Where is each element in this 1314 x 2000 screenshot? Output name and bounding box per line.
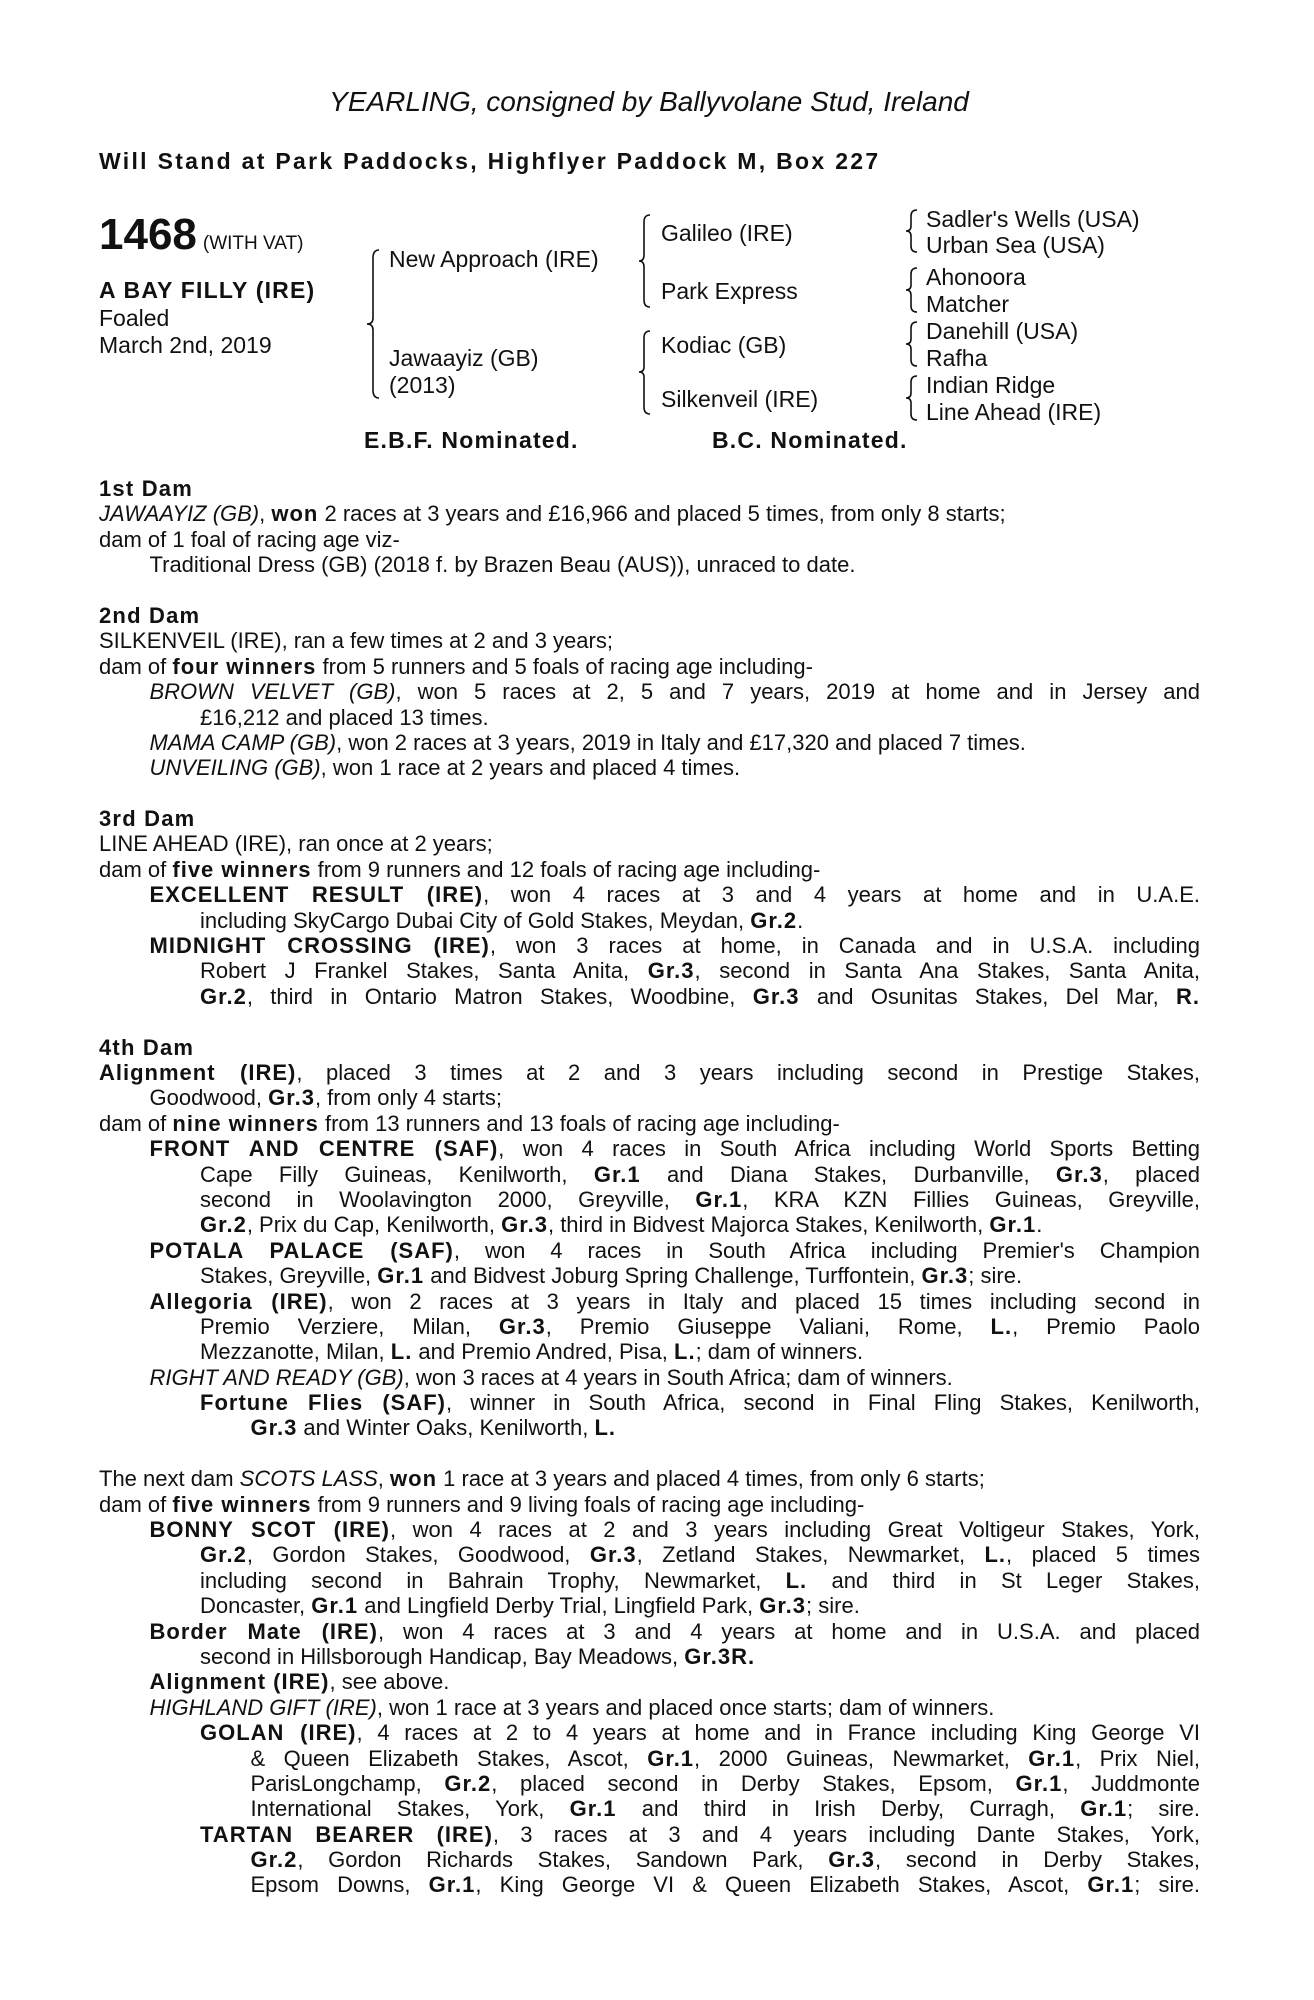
text: ; sire.: [1127, 1796, 1200, 1822]
dam: Jawaayiz (GB): [389, 345, 539, 371]
text: , Premio Giuseppe Valiani, Rome,: [545, 1313, 991, 1339]
text: and Osunitas Stakes, Del Mar,: [799, 983, 1176, 1009]
gen3-ancestor: Sadler's Wells (USA): [926, 206, 1140, 232]
bold-text: Border Mate (IRE): [149, 1618, 378, 1644]
text: 1 race at 3 years and placed 4 times, from only 6 starts;: [437, 1466, 985, 1492]
record-line: [0, 1060, 1200, 1085]
record-line: [0, 1695, 1200, 1720]
text: and Diana Stakes, Durbanville,: [640, 1161, 1056, 1187]
bold-text: five winners: [172, 856, 312, 882]
text: , second in Derby Stakes,: [875, 1847, 1200, 1873]
record-line: [0, 933, 1200, 958]
vat-note: (WITH VAT): [202, 233, 304, 254]
bold-text: Gr.3: [589, 1542, 637, 1568]
bold-text: Gr.2: [750, 907, 798, 933]
text: Cape Filly Guineas, Kenilworth,: [200, 1161, 594, 1187]
bold-text: Gr.3: [268, 1085, 315, 1111]
dam-sire: Kodiac (GB): [661, 332, 787, 358]
bold-text: Gr.1: [647, 1745, 695, 1771]
text: , placed: [1102, 1161, 1200, 1187]
section-gap: [0, 578, 1314, 603]
bracket-sire-dam: [367, 250, 379, 398]
text: and third in St Leger Stakes,: [807, 1567, 1200, 1593]
text: from 9 runners and 12 foals of racing age including-: [311, 856, 821, 882]
text: , won 5 races at 2, 5 and 7 years, 2019 at home and in Jersey and: [395, 679, 1200, 705]
record-line: [0, 857, 1200, 882]
bold-text: L.: [390, 1339, 413, 1365]
dam-year: (2013): [389, 372, 456, 398]
bold-text: Fortune Flies (SAF): [200, 1390, 446, 1416]
italic-text: BROWN VELVET (GB): [149, 679, 396, 705]
bracket-park-express: [906, 268, 917, 312]
text: , placed second in Derby Stakes, Epsom,: [491, 1770, 1016, 1796]
italic-text: MAMA CAMP (GB): [149, 729, 337, 755]
section-gap: [0, 1441, 1314, 1466]
bold-text: Gr.3: [250, 1415, 298, 1441]
text: second in Hillsborough Handicap, Bay Meadows,: [200, 1643, 685, 1669]
bold-text: five winners: [172, 1491, 312, 1517]
bold-text: Gr.2: [200, 983, 247, 1009]
record-line: [0, 1542, 1200, 1567]
text: .: [797, 907, 804, 933]
horse-name: A BAY FILLY (IRE): [99, 277, 316, 303]
record-line: [0, 552, 1200, 577]
text: including SkyCargo Dubai City of Gold Stakes, Meydan,: [200, 907, 751, 933]
text: dam of: [99, 1491, 173, 1517]
record-line: [0, 1872, 1200, 1897]
text: dam of: [99, 1110, 173, 1136]
text: , Juddmonte: [1062, 1770, 1200, 1796]
bold-text: Gr.1: [1087, 1872, 1135, 1898]
sire: New Approach (IRE): [389, 246, 599, 272]
record-line: [0, 1619, 1200, 1644]
record-line: [0, 679, 1200, 704]
record-line: [0, 908, 1200, 933]
text: ; sire.: [1134, 1872, 1201, 1898]
text: ,: [377, 1466, 391, 1492]
bold-text: MIDNIGHT CROSSING (IRE): [149, 933, 490, 959]
bold-text: POTALA PALACE (SAF): [149, 1237, 454, 1263]
record-line: [0, 1365, 1200, 1390]
text: , won 4 races at 2 and 3 years including Great Voltigeur Stakes, York,: [389, 1517, 1201, 1543]
text: , 3 races at 3 and 4 years including Dante Stakes, York,: [492, 1821, 1200, 1847]
text: Doncaster,: [200, 1593, 312, 1619]
record-line: [0, 1136, 1200, 1161]
bold-text: L.: [984, 1542, 1007, 1568]
record-line: [0, 1390, 1200, 1415]
bold-text: Gr.1: [1080, 1796, 1128, 1822]
text: dam of: [99, 856, 173, 882]
record-line: [0, 882, 1200, 907]
section-heading: 4th Dam: [99, 1034, 195, 1060]
bold-text: R.: [1176, 983, 1200, 1009]
text: from 9 runners and 9 living foals of racing age including-: [311, 1491, 865, 1517]
record-line: [0, 1517, 1200, 1542]
text: International Stakes, York,: [250, 1796, 570, 1822]
text: and third in Irish Derby, Curragh,: [616, 1796, 1081, 1822]
record-line: [0, 1492, 1200, 1517]
record-line: [0, 1111, 1200, 1136]
text: , won 3 races at 4 years in South Africa; dam of winners.: [403, 1364, 953, 1390]
text: , Zetland Stakes, Newmarket,: [636, 1542, 985, 1568]
bold-text: Gr.1: [989, 1212, 1037, 1238]
text: ,: [259, 501, 272, 527]
record-line: [0, 1162, 1200, 1187]
text: Goodwood,: [149, 1085, 269, 1111]
bold-text: four winners: [172, 653, 317, 679]
italic-text: JAWAAYIZ (GB): [99, 501, 260, 527]
text: LINE AHEAD (IRE), ran once at 2 years;: [99, 831, 493, 857]
bracket-sire-parents: [639, 215, 650, 307]
record-line: [0, 1314, 1200, 1339]
record-line: [0, 984, 1200, 1009]
record-line: [0, 1568, 1200, 1593]
italic-text: HIGHLAND GIFT (IRE): [149, 1694, 377, 1720]
text: , won 2 races at 3 years in Italy and placed 15 times including second in: [327, 1288, 1200, 1314]
text: , second in Santa Ana Stakes, Santa Anita,: [694, 958, 1200, 984]
text: Traditional Dress (GB) (2018 f. by Brazen Beau (AUS)), unraced to date.: [149, 552, 856, 578]
text: ParisLongchamp,: [250, 1770, 445, 1796]
record-line: [0, 1746, 1200, 1771]
bold-text: Gr.2: [444, 1770, 492, 1796]
bold-text: Allegoria (IRE): [149, 1288, 328, 1314]
bold-text: Gr.3R.: [684, 1643, 756, 1669]
text: second in Woolavington 2000, Greyville,: [200, 1186, 696, 1212]
bold-text: Gr.3: [759, 1593, 807, 1619]
bold-text: Gr.3: [647, 958, 695, 984]
sire-dam: Park Express: [661, 278, 798, 304]
text: , won 4 races in South Africa including Premier's Champion: [453, 1237, 1201, 1263]
section-gap: [0, 781, 1314, 806]
text: , Gordon Stakes, Goodwood,: [246, 1542, 590, 1568]
text: & Queen Elizabeth Stakes, Ascot,: [250, 1745, 648, 1771]
bracket-silkenveil: [906, 376, 917, 420]
catalogue-title: YEARLING, consigned by Ballyvolane Stud, Ireland: [329, 86, 969, 117]
gen3-ancestor: Urban Sea (USA): [926, 232, 1105, 258]
record-line: [0, 1720, 1200, 1745]
text: , Prix Niel,: [1075, 1745, 1200, 1771]
bracket-dam-parents: [639, 331, 650, 414]
text: , placed 5 times: [1006, 1542, 1200, 1568]
record-line: [0, 1187, 1200, 1212]
text: dam of: [99, 653, 173, 679]
text: dam of 1 foal of racing age viz-: [99, 526, 400, 552]
text: , won 4 races at 3 and 4 years at home and in U.A.E.: [483, 882, 1200, 908]
text: , Gordon Richards Stakes, Sandown Park,: [297, 1847, 829, 1873]
record-line: [0, 654, 1200, 679]
text: Robert J Frankel Stakes, Santa Anita,: [200, 958, 648, 984]
record-line: [0, 1669, 1200, 1694]
text: , Premio Paolo: [1012, 1313, 1200, 1339]
foaled-label: Foaled: [99, 305, 170, 331]
text: 2 races at 3 years and £16,966 and placed 5 times, from only 8 starts;: [318, 501, 1006, 527]
bold-text: Gr.3: [921, 1263, 969, 1289]
section-heading: 3rd Dam: [99, 806, 196, 832]
text: and Bidvest Joburg Spring Challenge, Turffontein,: [424, 1263, 922, 1289]
lot-number-block: [99, 210, 304, 259]
dam-dam: Silkenveil (IRE): [661, 386, 819, 412]
record-line: [0, 1771, 1200, 1796]
record-line: [0, 1644, 1200, 1669]
gen3-ancestor: Danehill (USA): [926, 318, 1079, 344]
text: ; dam of winners.: [695, 1339, 864, 1365]
ebf-nominated: E.B.F. Nominated.: [364, 427, 579, 453]
text: , King George VI & Queen Elizabeth Stakes, Ascot,: [475, 1872, 1088, 1898]
bold-text: L.: [594, 1415, 616, 1441]
bold-text: Gr.3: [1055, 1161, 1103, 1187]
bold-text: Alignment (IRE): [149, 1669, 330, 1695]
text: , Prix du Cap, Kenilworth,: [246, 1212, 502, 1238]
gen3-ancestor: Ahonoora: [926, 264, 1026, 290]
bold-text: Gr.2: [250, 1847, 298, 1873]
text: Mezzanotte, Milan,: [200, 1339, 391, 1365]
bold-text: Gr.1: [695, 1186, 743, 1212]
text: , 2000 Guineas, Newmarket,: [694, 1745, 1029, 1771]
record-line: [0, 755, 1200, 780]
gen3-ancestor: Matcher: [926, 291, 1010, 317]
bold-text: GOLAN (IRE): [200, 1720, 357, 1746]
bold-text: BONNY SCOT (IRE): [149, 1517, 390, 1543]
record-line: [0, 1289, 1200, 1314]
text: , won 3 races at home, in Canada and in U.S.A. including: [489, 933, 1200, 959]
bracket-kodiac: [906, 322, 917, 366]
record-line: [0, 1466, 1200, 1491]
bold-text: TARTAN BEARER (IRE): [200, 1821, 493, 1847]
bold-text: EXCELLENT RESULT (IRE): [149, 882, 484, 908]
record-line: [0, 1415, 1200, 1440]
bold-text: Alignment (IRE): [99, 1059, 297, 1085]
gen3-ancestor: Line Ahead (IRE): [926, 399, 1102, 425]
bold-text: Gr.2: [200, 1542, 247, 1568]
bold-text: Gr.1: [1015, 1770, 1063, 1796]
record-line: [0, 1085, 1200, 1110]
sire-sire: Galileo (IRE): [661, 220, 793, 246]
text: and Lingfield Derby Trial, Lingfield Park,: [358, 1593, 760, 1619]
text: ; sire.: [968, 1263, 1023, 1289]
text: , won 4 races in South Africa including World Sports Betting: [498, 1136, 1200, 1162]
bold-text: Gr.1: [593, 1161, 641, 1187]
bold-text: L.: [674, 1339, 696, 1365]
text: , KRA KZN Fillies Guineas, Greyville,: [742, 1186, 1200, 1212]
text: Stakes, Greyville,: [200, 1263, 378, 1289]
record-line: [0, 1796, 1200, 1821]
text: and Winter Oaks, Kenilworth,: [297, 1415, 595, 1441]
record-line: [0, 705, 1200, 730]
bc-nominated: B.C. Nominated.: [712, 427, 908, 453]
section-heading: 1st Dam: [99, 476, 193, 501]
section-heading: 2nd Dam: [99, 602, 201, 628]
stabling-location: Will Stand at Park Paddocks, Highflyer Paddock M, Box 227: [99, 148, 881, 174]
text: , third in Ontario Matron Stakes, Woodbine,: [246, 983, 753, 1009]
bracket-galileo: [906, 210, 917, 252]
text: , winner in South Africa, second in Final Fling Stakes, Kenilworth,: [446, 1390, 1200, 1416]
bold-text: Gr.1: [1028, 1745, 1076, 1771]
record-line: [0, 1593, 1200, 1618]
text: , won 2 races at 3 years, 2019 in Italy and £17,320 and placed 7 times.: [336, 729, 1026, 755]
text: Premio Verziere, Milan,: [200, 1313, 499, 1339]
text: .: [1036, 1212, 1043, 1238]
bold-text: Gr.1: [377, 1263, 425, 1289]
text: and Premio Andred, Pisa,: [412, 1339, 675, 1365]
text: Epsom Downs,: [250, 1872, 429, 1898]
text: , placed 3 times at 2 and 3 years including second in Prestige Stakes,: [296, 1059, 1200, 1085]
record-line: [0, 1339, 1200, 1364]
record-line: [0, 1212, 1200, 1237]
bold-text: L.: [990, 1313, 1013, 1339]
italic-text: UNVEILING (GB): [149, 755, 321, 781]
text: , from only 4 starts;: [314, 1085, 503, 1111]
bold-text: L.: [785, 1567, 808, 1593]
bold-text: Gr.3: [501, 1212, 548, 1238]
text: The next dam: [99, 1466, 240, 1492]
record-line: [0, 501, 1200, 526]
bold-text: Gr.1: [428, 1872, 476, 1898]
italic-text: RIGHT AND READY (GB): [149, 1364, 404, 1390]
record-line: [0, 730, 1200, 755]
gen3-ancestor: Indian Ridge: [926, 372, 1056, 398]
text: £16,212 and placed 13 times.: [200, 704, 489, 730]
bold-text: Gr.2: [200, 1212, 247, 1238]
text: , won 1 race at 2 years and placed 4 times.: [320, 755, 741, 781]
bold-text: FRONT AND CENTRE (SAF): [149, 1136, 499, 1162]
section-gap: [0, 1009, 1314, 1034]
text: , third in Bidvest Majorca Stakes, Kenilworth,: [547, 1212, 990, 1238]
record-line: [0, 1847, 1200, 1872]
text: including second in Bahrain Trophy, Newmarket,: [200, 1567, 786, 1593]
record-line: [0, 831, 1200, 856]
gen3-ancestor: Rafha: [926, 345, 988, 371]
text: , 4 races at 2 to 4 years at home and in France including King George VI: [356, 1720, 1200, 1746]
record-line: [0, 527, 1200, 552]
bold-text: won: [271, 501, 319, 527]
text: from 13 runners and 13 foals of racing age including-: [318, 1110, 840, 1136]
catalogue-page-body: [0, 476, 1314, 1898]
record-line: [0, 1822, 1200, 1847]
text: , won 1 race at 3 years and placed once starts; dam of winners.: [376, 1694, 995, 1720]
text: ; sire.: [806, 1593, 860, 1619]
text: from 5 runners and 5 foals of racing age including-: [316, 653, 813, 679]
lot-number: 1468: [99, 210, 197, 259]
text: SILKENVEIL (IRE), ran a few times at 2 and 3 years;: [99, 628, 613, 654]
text: , see above.: [329, 1669, 450, 1695]
italic-text: SCOTS LASS: [239, 1466, 378, 1492]
text: , won 4 races at 3 and 4 years at home and in U.S.A. and placed: [377, 1618, 1201, 1644]
foaled-date: March 2nd, 2019: [99, 332, 272, 358]
bold-text: Gr.1: [311, 1593, 359, 1619]
record-line: [0, 1263, 1200, 1288]
bold-text: Gr.1: [569, 1796, 617, 1822]
bold-text: nine winners: [172, 1110, 319, 1136]
bold-text: Gr.3: [828, 1847, 876, 1873]
record-line: [0, 958, 1200, 983]
bold-text: Gr.3: [498, 1313, 546, 1339]
record-line: [0, 1238, 1200, 1263]
bold-text: Gr.3: [752, 983, 800, 1009]
record-line: [0, 628, 1200, 653]
bold-text: won: [390, 1466, 438, 1492]
